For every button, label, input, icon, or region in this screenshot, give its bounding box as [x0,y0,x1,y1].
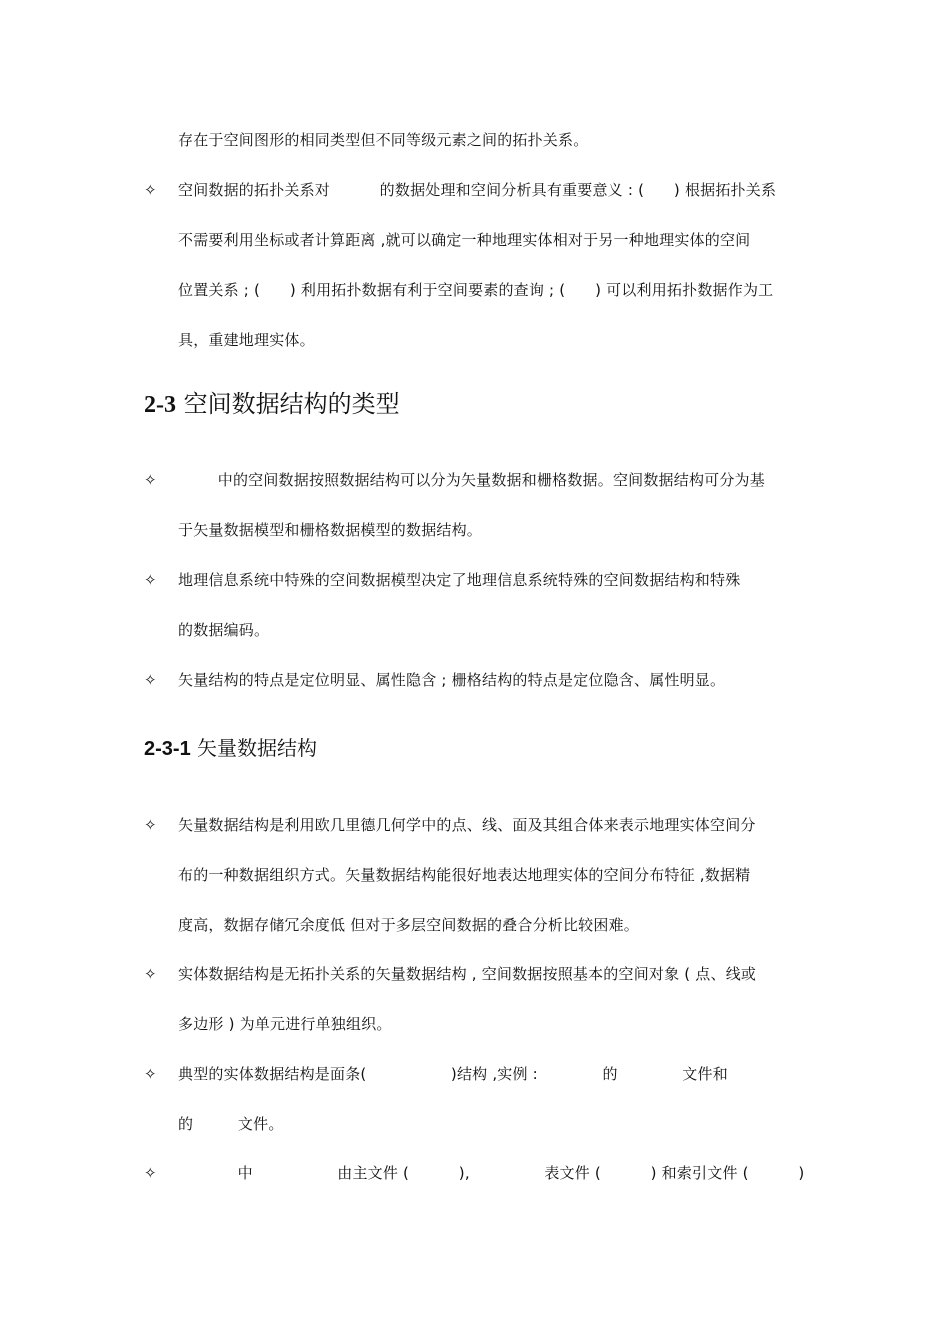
vector-para-d-line-1: 中 由主文件 ( ), 表文件 ( ) 和索引文件 ( ) [178,1164,805,1182]
vector-para-c-line-1: 典型的实体数据结构是面条( )结构 ,实例 : 的 文件和 [178,1065,728,1083]
vector-para-a-line-1: 矢量数据结构是利用欧几里德几何学中的点、线、面及其组合体来表示地理实体空间分 [178,816,756,834]
section-heading-2-3 [144,388,400,421]
section-number: 2-3-1 [144,738,191,760]
vector-para-b-line-2: 多边形 ) 为单元进行单独组织。 [178,1015,392,1033]
section-heading-2-3-1 [144,734,317,763]
bullet-icon: ✧ [144,471,157,489]
section-title: 空间数据结构的类型 [176,390,400,418]
bullet-icon: ✧ [144,181,157,199]
bullet-icon: ✧ [144,671,157,689]
section-title: 矢量数据结构 [190,736,318,760]
topology-para-line-1: 空间数据的拓扑关系对 的数据处理和空间分析具有重要意义 : ( ) 根据拓扑关系 [178,181,777,199]
topology-para-line-4: 具，重建地理实体。 [178,331,315,349]
vector-para-a-line-3: 度高，数据存储冗余度低 但对于多层空间数据的叠合分析比较困难。 [178,916,639,934]
bullet-icon: ✧ [144,1065,157,1083]
types-para-b-line-1: 地理信息系统中特殊的空间数据模型决定了地理信息系统特殊的空间数据结构和特殊 [178,571,741,589]
bullet-icon: ✧ [144,1164,157,1182]
topology-para-line-2: 不需要利用坐标或者计算距离 ,就可以确定一种地理实体相对于另一种地理实体的空间 [178,231,751,249]
types-para-c-line-1: 矢量结构的特点是定位明显、属性隐含 ; 栅格结构的特点是定位隐含、属性明显。 [178,671,726,689]
intro-text-line: 存在于空间图形的相同类型但不同等级元素之间的拓扑关系。 [178,131,589,149]
bullet-icon: ✧ [144,816,157,834]
types-para-a-line-2: 于矢量数据模型和栅格数据模型的数据结构。 [178,521,483,539]
vector-para-b-line-1: 实体数据结构是无拓扑关系的矢量数据结构 , 空间数据按照基本的空间对象 ( 点、线或 [178,965,757,983]
section-number: 2-3 [144,392,176,418]
topology-para-line-3: 位置关系 ; ( ) 利用拓扑数据有利于空间要素的查询 ; ( ) 可以利用拓扑数据作为工 [178,281,774,299]
bullet-icon: ✧ [144,571,157,589]
vector-para-a-line-2: 布的一种数据组织方式。矢量数据结构能很好地表达地理实体的空间分布特征 ,数据精 [178,866,751,884]
types-para-a-line-1: 中的空间数据按照数据结构可以分为矢量数据和栅格数据。空间数据结构可分为基 [178,471,765,489]
types-para-b-line-2: 的数据编码。 [178,621,270,639]
bullet-icon: ✧ [144,965,157,983]
vector-para-c-line-2: 的 文件。 [178,1115,284,1133]
